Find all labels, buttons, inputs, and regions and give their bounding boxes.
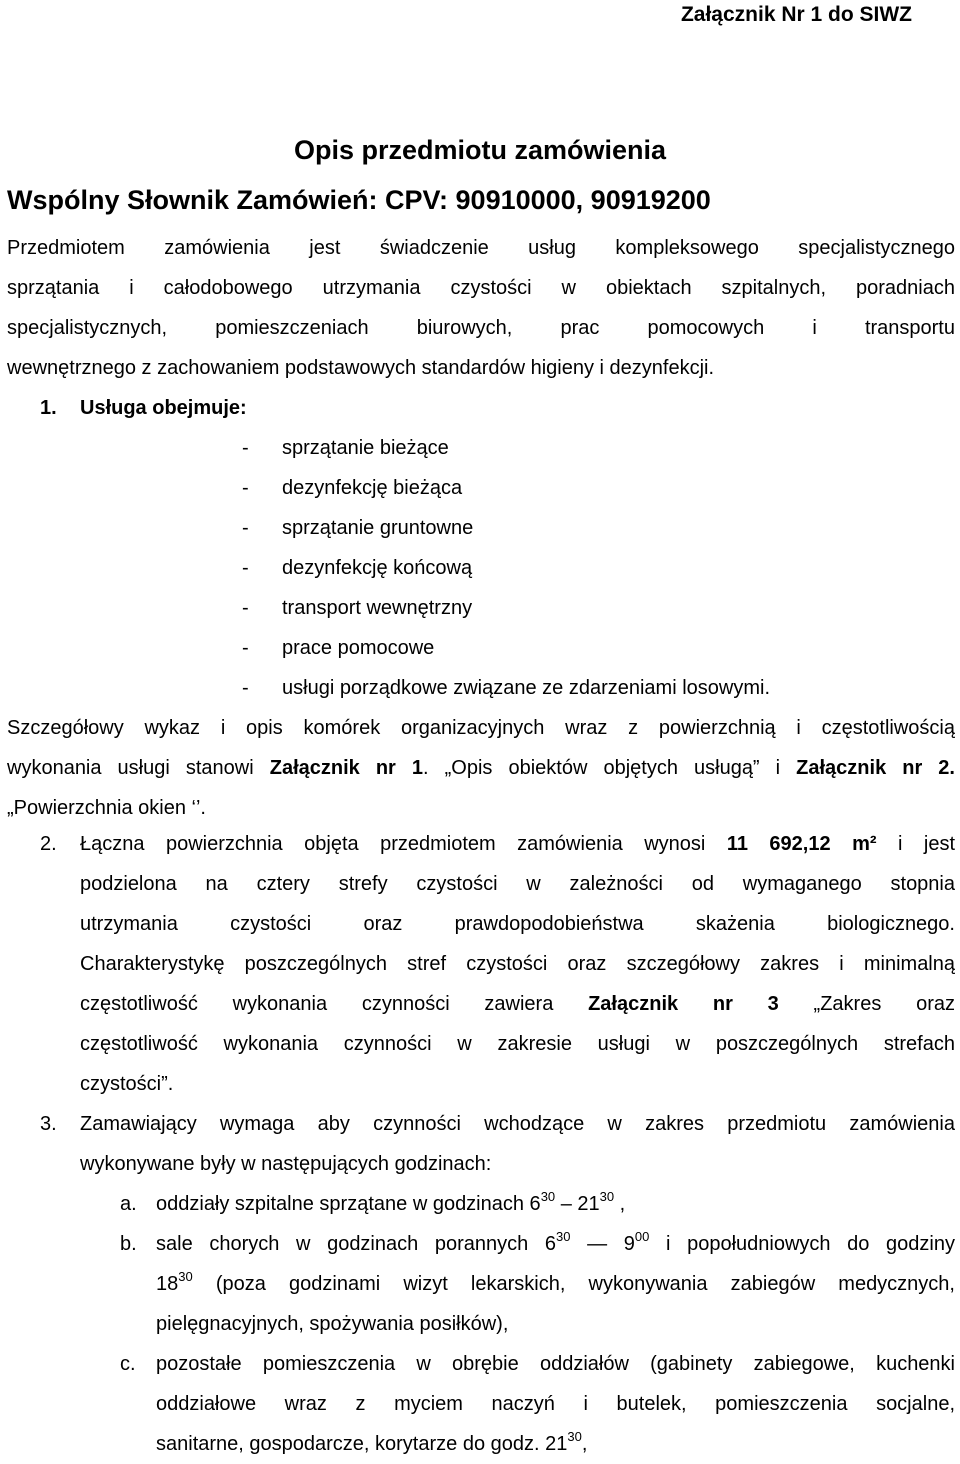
section-2-line: częstotliwość wykonania czynności w zakresie usługi w poszczególnych strefach bbox=[80, 1033, 955, 1055]
superscript: 00 bbox=[634, 1229, 650, 1244]
section-2-line bbox=[80, 824, 955, 864]
annex-label: Załącznik Nr 1 do SIWZ bbox=[680, 3, 912, 26]
list-item-text: prace pomocowe bbox=[282, 637, 435, 659]
superscript: 30 bbox=[599, 1189, 615, 1204]
section-2-text: i jest bbox=[876, 833, 956, 855]
item-line bbox=[156, 1424, 955, 1464]
item-text: , bbox=[581, 1433, 588, 1455]
list-item-text: dezynfekcję bieżąca bbox=[282, 477, 463, 499]
item-text: sale chorych w godzinach porannych 6 bbox=[156, 1233, 557, 1255]
section-3-line: wykonywane były w następujących godzinach: bbox=[80, 1153, 492, 1175]
item-line bbox=[156, 1264, 955, 1304]
detail-line: „Powierzchnia okien ‘’. bbox=[7, 797, 206, 819]
intro-line: wewnętrznego z zachowaniem podstawowych standardów higieny i dezynfekcji. bbox=[7, 357, 715, 379]
list-item-text: dezynfekcję końcową bbox=[282, 557, 473, 579]
list-item-text: transport wewnętrzny bbox=[282, 597, 473, 619]
list-item bbox=[242, 468, 955, 508]
detail-line: Szczegółowy wykaz i opis komórek organizacyjnych wraz z powierzchnią i częstotliwością bbox=[7, 717, 955, 739]
dash-marker: - bbox=[242, 597, 249, 619]
list-item-text: usługi porządkowe związane ze zdarzeniami losowymi. bbox=[282, 677, 770, 699]
section-3-number: 3. bbox=[40, 1113, 57, 1135]
section-2 bbox=[40, 824, 955, 1104]
superscript: 30 bbox=[178, 1269, 193, 1284]
section-2-line: Charakterystykę poszczególnych stref czystości oraz szczegółowy zakres i minimalną bbox=[80, 953, 955, 975]
dash-marker: - bbox=[242, 517, 249, 539]
section-3-line: Zamawiający wymaga aby czynności wchodzące w zakres przedmiotu zamówienia bbox=[80, 1113, 955, 1135]
section-2-text: Łączna powierzchnia objęta przedmiotem zamówienia wynosi bbox=[80, 833, 727, 855]
superscript: 30 bbox=[556, 1229, 571, 1244]
item-text: (poza godzinami wizyt lekarskich, wykonywania zabiegów medycznych, bbox=[192, 1273, 955, 1295]
annex-ref-1: Załącznik nr 1 bbox=[269, 757, 424, 779]
item-text: 18 bbox=[156, 1273, 179, 1295]
dash-marker: - bbox=[242, 437, 249, 459]
intro-line: sprzątania i całodobowego utrzymania czystości w obiektach szpitalnych, poradniach bbox=[7, 277, 955, 299]
list-item bbox=[242, 628, 955, 668]
item-text: , bbox=[614, 1193, 626, 1215]
dash-marker: - bbox=[242, 557, 249, 579]
list-item bbox=[120, 1184, 955, 1224]
service-list bbox=[80, 428, 955, 708]
list-item bbox=[242, 428, 955, 468]
section-1-heading: Usługa obejmuje: bbox=[80, 397, 247, 419]
section-2-line: podzielona na cztery strefy czystości w zależności od wymaganego stopnia bbox=[80, 873, 955, 895]
item-letter: a. bbox=[120, 1193, 137, 1215]
section-2-text: „Zakres oraz bbox=[778, 993, 955, 1015]
intro-line: Przedmiotem zamówienia jest świadczenie usług kompleksowego specjalistycznego bbox=[7, 237, 955, 259]
intro-line: specjalistycznych, pomieszczeniach biurowych, prac pomocowych i transportu bbox=[7, 317, 955, 339]
dash-marker: - bbox=[242, 477, 249, 499]
list-item bbox=[120, 1224, 955, 1344]
section-1 bbox=[40, 388, 955, 708]
item-line: pielęgnacyjnych, spożywania posiłków), bbox=[156, 1313, 509, 1335]
item-line bbox=[156, 1184, 955, 1224]
item-text: sanitarne, gospodarcze, korytarze do godz. 21 bbox=[156, 1433, 568, 1455]
detail-paragraph bbox=[7, 708, 955, 828]
item-line: pozostałe pomieszczenia w obrębie oddziałów (gabinety zabiegowe, kuchenki bbox=[156, 1353, 955, 1375]
cpv-heading: Wspólny Słownik Zamówień: CPV: 90910000, 90919200 bbox=[7, 185, 711, 215]
item-text: — 9 bbox=[570, 1233, 635, 1255]
section-2-line bbox=[80, 984, 955, 1024]
list-item bbox=[242, 548, 955, 588]
list-item-text: sprzątanie gruntowne bbox=[282, 517, 474, 539]
item-text: i popołudniowych do godziny bbox=[649, 1233, 955, 1255]
list-item bbox=[242, 508, 955, 548]
section-2-line: utrzymania czystości oraz prawdopodobieństwa skażenia biologicznego. bbox=[80, 913, 955, 935]
document-title: Opis przedmiotu zamówienia bbox=[293, 135, 667, 165]
detail-line bbox=[7, 748, 955, 788]
item-letter: b. bbox=[120, 1233, 137, 1255]
total-area: 11 692,12 m² bbox=[726, 833, 877, 855]
section-3 bbox=[40, 1104, 955, 1464]
section-1-number: 1. bbox=[40, 397, 57, 419]
dash-marker: - bbox=[242, 677, 249, 699]
item-text: oddziały szpitalne sprzątane w godzinach 6 bbox=[156, 1193, 541, 1215]
schedule-list bbox=[80, 1184, 955, 1464]
item-line: oddziałowe wraz z myciem naczyń i butelek, pomieszczenia socjalne, bbox=[156, 1393, 955, 1415]
list-item bbox=[242, 588, 955, 628]
dash-marker: - bbox=[242, 637, 249, 659]
section-2-text: częstotliwość wykonania czynności zawiera bbox=[80, 993, 589, 1015]
item-line bbox=[156, 1224, 955, 1264]
section-2-number: 2. bbox=[40, 833, 57, 855]
section-2-line: czystości”. bbox=[80, 1073, 174, 1095]
superscript: 30 bbox=[540, 1189, 556, 1204]
superscript: 30 bbox=[567, 1429, 582, 1444]
detail-text: . „Opis obiektów objętych usługą” i bbox=[423, 757, 797, 779]
annex-ref-2: Załącznik nr 2. bbox=[796, 757, 955, 779]
item-letter: c. bbox=[120, 1353, 136, 1375]
list-item bbox=[242, 668, 955, 708]
item-text: – 21 bbox=[555, 1193, 600, 1215]
annex-ref-3: Załącznik nr 3 bbox=[588, 993, 779, 1015]
intro-paragraph bbox=[7, 228, 955, 388]
detail-text: wykonania usługi stanowi bbox=[7, 757, 270, 779]
list-item bbox=[120, 1344, 955, 1464]
list-item-text: sprzątanie bieżące bbox=[282, 437, 449, 459]
